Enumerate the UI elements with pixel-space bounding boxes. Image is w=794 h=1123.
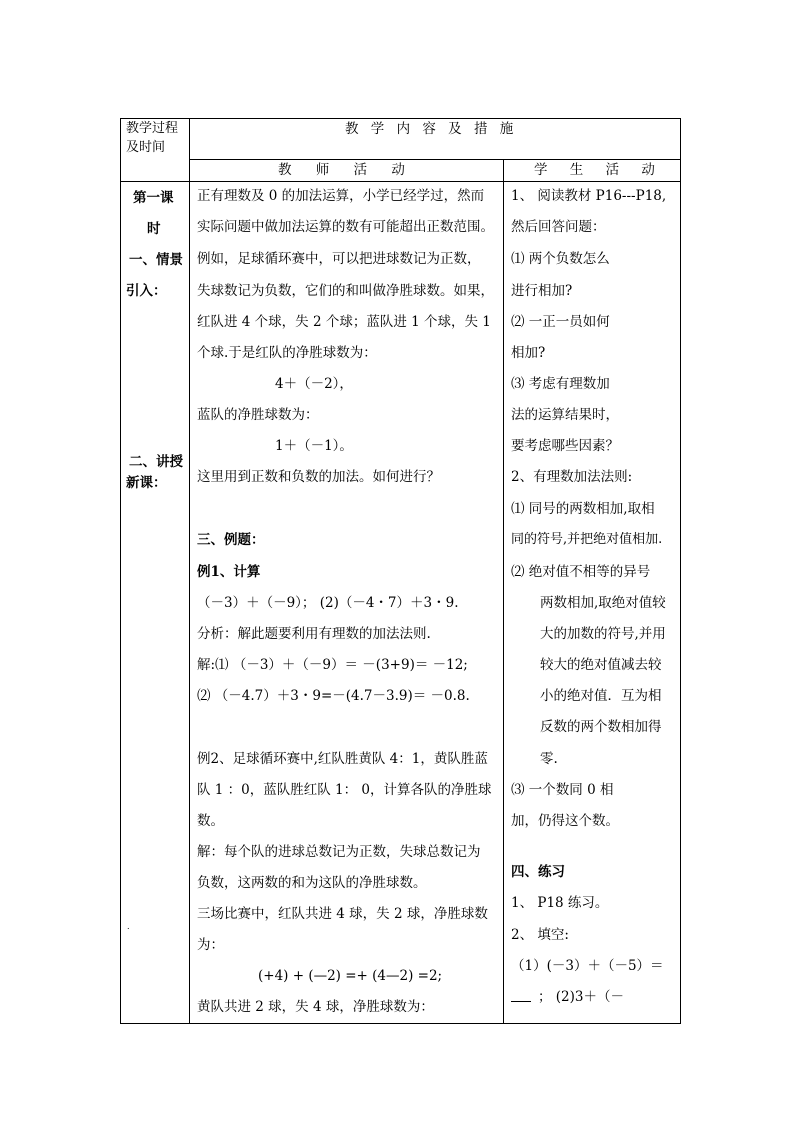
fill-blank-question-1: （1）(－3）＋（－5）＝ — [511, 958, 664, 974]
new-lesson-label-1: 二、讲授 — [129, 454, 183, 470]
student-line: 要考虑哪些因素？ — [511, 438, 619, 454]
example-1-heading: 例1、计算 — [197, 564, 261, 580]
new-lesson-label-2: 新课： — [126, 475, 167, 491]
teacher-line: 解:⑴ （－3）＋（－9）＝ －(3+9)＝ －12; — [197, 657, 468, 673]
intro-label-1: 一、情景 — [129, 252, 183, 268]
student-line: 大的加数的符号,并用 — [540, 626, 666, 642]
teacher-line: 三场比赛中，红队共进 4 球，失 2 球，净胜球数 — [197, 906, 488, 922]
fill-blank-question-2: ； (2)3＋（－ — [538, 989, 625, 1005]
student-line: 反数的两个数相加得 — [540, 719, 662, 735]
teacher-formula-red-team: (+4) + (—2) =+ (4—2) =2; — [258, 968, 443, 984]
student-line: ⑴ 同号的两数相加,取相 — [511, 501, 655, 517]
teacher-line: 解：每个队的进球总数记为正数，失球总数记为 — [197, 844, 481, 860]
table-bottom-border — [120, 1023, 681, 1024]
column-divider-1 — [189, 118, 190, 1024]
student-line: ⑶ 一个数同 0 相 — [511, 782, 614, 798]
header-divider-1 — [189, 159, 681, 160]
examples-heading: 三、例题： — [197, 532, 265, 548]
left-stray-dot: . — [127, 922, 130, 931]
teacher-line: 黄队共进 2 球，失 4 球，净胜球数为： — [197, 999, 434, 1015]
teacher-line: 队 1 ：0，蓝队胜红队 1： 0，计算各队的净胜球 — [197, 782, 492, 798]
lesson-label-2: 时 — [147, 221, 161, 237]
student-line: 2、有理数加法法则: — [511, 469, 633, 485]
teacher-line: 为： — [197, 937, 224, 953]
student-line: 然后回答问题： — [511, 219, 606, 235]
teacher-line: 分析：解此题要利用有理数的加法法则. — [197, 626, 431, 642]
teacher-line: 蓝队的净胜球数为： — [197, 407, 319, 423]
student-line: ⑶ 考虑有理数加 — [511, 376, 610, 392]
student-line: 2、 填空: — [511, 927, 569, 943]
teacher-line: 数。 — [197, 813, 224, 829]
student-line: ⑵ 一正一员如何 — [511, 314, 610, 330]
student-line: 相加? — [511, 345, 546, 361]
teacher-line: 正有理数及 0 的加法运算，小学已经学过，然而 — [197, 188, 485, 204]
teacher-activity-title: 教 师 活 动 — [278, 162, 405, 178]
teacher-line: 失球数记为负数，它们的和叫做净胜球数。如果， — [197, 283, 494, 299]
teacher-formula-red: 4＋（－2）， — [275, 376, 353, 392]
student-line: ⑴ 两个负数怎么 — [511, 251, 610, 267]
teacher-line: 红队进 4 个球，失 2 个球；蓝队进 1 个球，失 1 — [197, 314, 491, 330]
student-line: 小的绝对值．互为相 — [540, 688, 662, 704]
student-line: 零. — [540, 751, 558, 767]
teacher-line: ⑵ （－4.7）＋3・9=－(4.7－3.9)＝ －0.8. — [197, 688, 470, 704]
table-top-border — [120, 118, 681, 119]
student-line: 两数相加,取绝对值较 — [540, 595, 666, 611]
teacher-line: 例如，足球循环赛中，可以把进球数记为正数， — [197, 251, 481, 267]
teacher-formula-blue: 1＋（－1）。 — [275, 438, 353, 454]
column-divider-2 — [503, 159, 504, 1024]
teacher-line: 负数，这两数的和为这队的净胜球数。 — [197, 875, 427, 891]
main-title: 教 学 内 容 及 措 施 — [345, 121, 514, 137]
table-left-border — [120, 118, 121, 1024]
student-line: 1、 P18 练习。 — [511, 895, 609, 911]
student-line: 同的符号,并把绝对值相加. — [511, 532, 663, 547]
teacher-line: 实际问题中做加法运算的数有可能超出正数范围。 — [197, 219, 494, 235]
student-line: 进行相加? — [511, 283, 573, 299]
practice-heading: 四、练习 — [511, 864, 565, 880]
example-1-problems: （－3）＋（－9）； (2)（－4・7）＋3・9. — [197, 595, 459, 611]
header-divider-2 — [120, 181, 681, 182]
student-line: 加，仍得这个数。 — [511, 813, 619, 829]
teacher-line: 个球.于是红队的净胜球数为： — [197, 345, 377, 361]
answer-blank[interactable] — [511, 1001, 531, 1002]
student-line: ⑵ 绝对值不相等的异号 — [511, 564, 651, 580]
lesson-label-1: 第一课 — [133, 190, 174, 206]
teacher-line: 这里用到正数和负数的加法。如何进行？ — [197, 469, 440, 485]
student-line: 1、 阅读教材 P16---P18, — [511, 188, 667, 204]
student-line: 较大的绝对值减去较 — [540, 657, 662, 673]
process-time-label-1: 教学过程 — [126, 121, 179, 136]
process-time-label-2: 及时间 — [126, 140, 166, 155]
student-activity-title: 学 生 活 动 — [534, 162, 655, 178]
student-line: 法的运算结果时， — [511, 407, 619, 423]
table-right-border — [680, 118, 681, 1024]
intro-label-2: 引入： — [126, 283, 167, 299]
example-2-text: 例2、足球循环赛中,红队胜黄队 4：1，黄队胜蓝 — [197, 751, 488, 767]
